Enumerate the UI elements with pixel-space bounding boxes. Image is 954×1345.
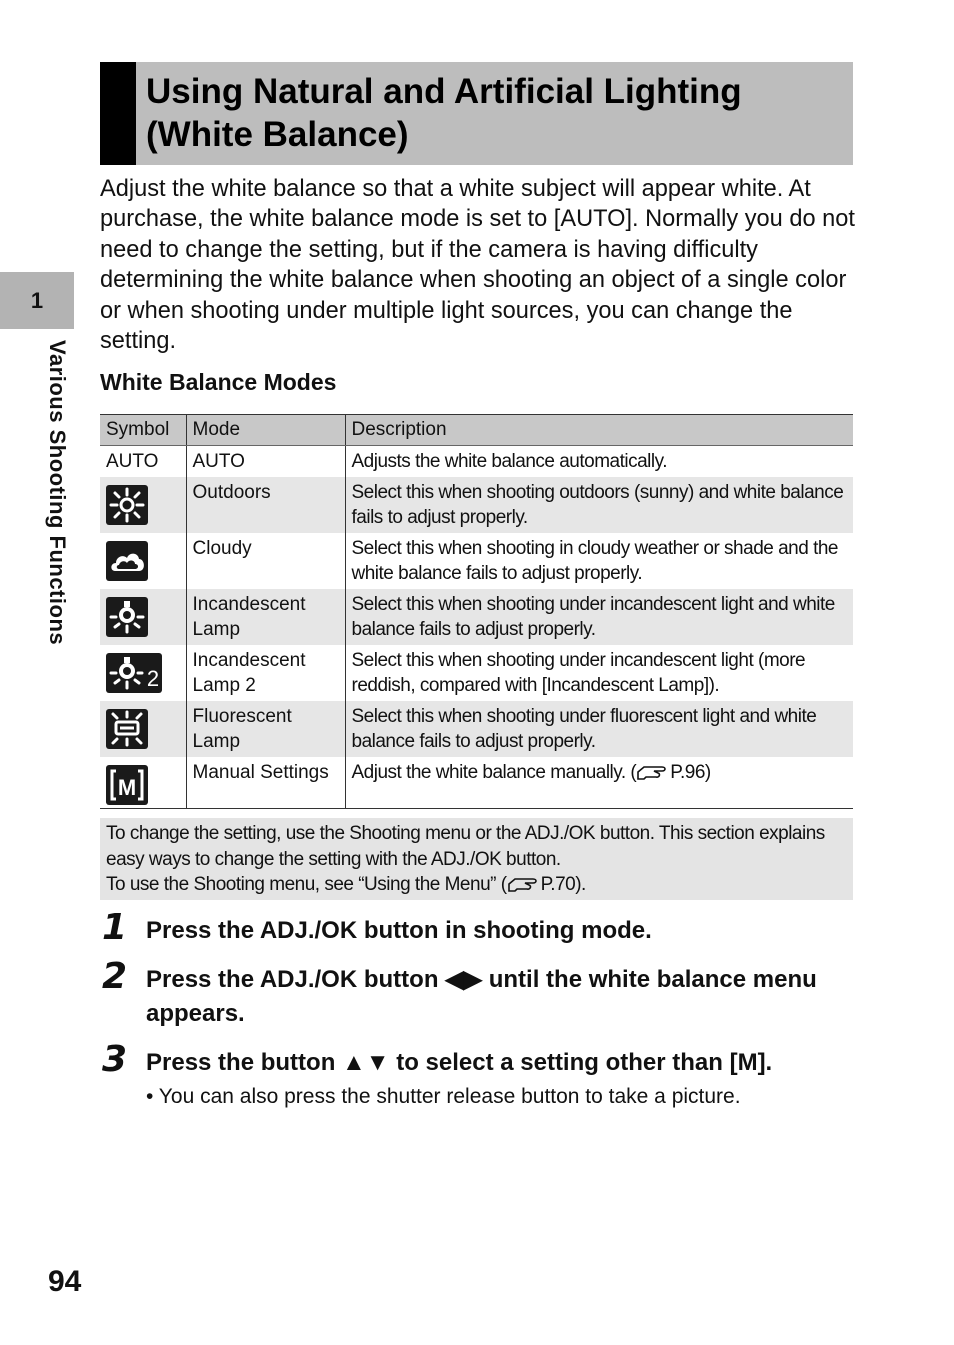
note-line2-text: To use the Shooting menu, see “Using the Menu” (	[106, 874, 507, 895]
incandescent-lamp-icon	[106, 597, 148, 637]
row-symbol	[100, 589, 186, 645]
row-description: Select this when shooting under incandescent light (more reddish, compared with [Incandescent Lamp]).	[345, 645, 853, 701]
page-title-line1: Using Natural and Artificial Lighting	[146, 72, 742, 111]
row-symbol	[100, 533, 186, 589]
row-mode: Incandescent Lamp 2	[186, 645, 345, 701]
table-row	[100, 757, 853, 809]
page-title-line2: (White Balance)	[146, 115, 409, 154]
icon-letter: M	[117, 775, 137, 800]
row-description	[345, 757, 853, 809]
header-description: Description	[345, 415, 853, 446]
manual-settings-icon	[106, 765, 148, 805]
row-mode: Fluorescent Lamp	[186, 701, 345, 757]
row-description: Select this when shooting under fluorescent light and white balance fails to adjust properly.	[345, 701, 853, 757]
row-mode: Manual Settings	[186, 757, 345, 809]
row-description: Select this when shooting outdoors (sunny) and white balance fails to adjust properly.	[345, 477, 853, 533]
note-line1: To change the setting, use the Shooting menu or the ADJ./OK button. This section explains easy ways to change the setting with the ADJ./OK button.	[106, 823, 825, 870]
chapter-title: Various Shooting Functions	[45, 340, 70, 646]
row-description: Select this when shooting under incandescent light and white balance fails to adjust properly.	[345, 589, 853, 645]
row-description: Select this when shooting in cloudy weather or shade and the white balance fails to adjust properly.	[345, 533, 853, 589]
note-box	[100, 818, 853, 900]
white-balance-table	[100, 414, 853, 809]
bullet-note: • You can also press the shutter release button to take a picture.	[146, 1085, 741, 1108]
row-symbol: AUTO	[106, 451, 159, 472]
sun-icon	[106, 485, 148, 525]
page-number: 94	[48, 1265, 82, 1298]
step-text: Press the button ▲▼ to select a setting other than [M].	[146, 1049, 773, 1076]
table-row	[100, 701, 853, 757]
row-mode: Cloudy	[186, 533, 345, 589]
row-mode: Outdoors	[186, 477, 345, 533]
header-mode: Mode	[186, 415, 345, 446]
chapter-number: 1	[30, 288, 44, 313]
page-reference-link[interactable]: P.70).	[540, 874, 586, 895]
table-row	[100, 533, 853, 589]
table-row	[100, 477, 853, 533]
row-mode: Incandescent Lamp	[186, 589, 345, 645]
row-symbol	[100, 701, 186, 757]
row-description: Adjusts the white balance automatically.	[345, 446, 853, 478]
table-row	[100, 446, 853, 478]
note-line2	[106, 872, 847, 898]
table-row	[100, 645, 853, 701]
page-reference-icon	[507, 874, 541, 894]
step-number: 3	[102, 1039, 128, 1080]
title-accent-bar	[100, 62, 136, 165]
table-row	[100, 589, 853, 645]
row-description-text: Adjust the white balance manually. (	[351, 762, 637, 783]
header-symbol: Symbol	[100, 415, 186, 446]
step-number: 2	[102, 956, 128, 997]
fluorescent-lamp-icon	[106, 709, 148, 749]
page-title	[146, 70, 851, 156]
row-symbol	[100, 477, 186, 533]
page-reference-icon	[636, 762, 670, 782]
row-mode: AUTO	[186, 446, 345, 478]
step-number: 1	[102, 907, 128, 948]
section-heading: White Balance Modes	[100, 369, 337, 395]
row-symbol	[100, 757, 186, 809]
step-text: Press the ADJ./OK button ◀▶ until the white balance menu appears.	[146, 966, 817, 1027]
table-header-row	[100, 415, 853, 446]
icon-suffix: 2	[146, 666, 160, 691]
incandescent-lamp-2-icon	[106, 653, 162, 693]
page-reference-link[interactable]: P.96)	[670, 762, 711, 783]
intro-paragraph: Adjust the white balance so that a white subject will appear white. At purchase, the white balance mode is set to [AUTO]. Normally you do not need to change the setting, but if the camera is having difficulty determining the white balance when shooting an object of a single color or when shooting under multiple light sources, you can change the setting.	[100, 176, 855, 355]
cloud-icon	[106, 541, 148, 581]
row-symbol	[100, 645, 186, 701]
step-text: Press the ADJ./OK button in shooting mode.	[146, 917, 652, 944]
